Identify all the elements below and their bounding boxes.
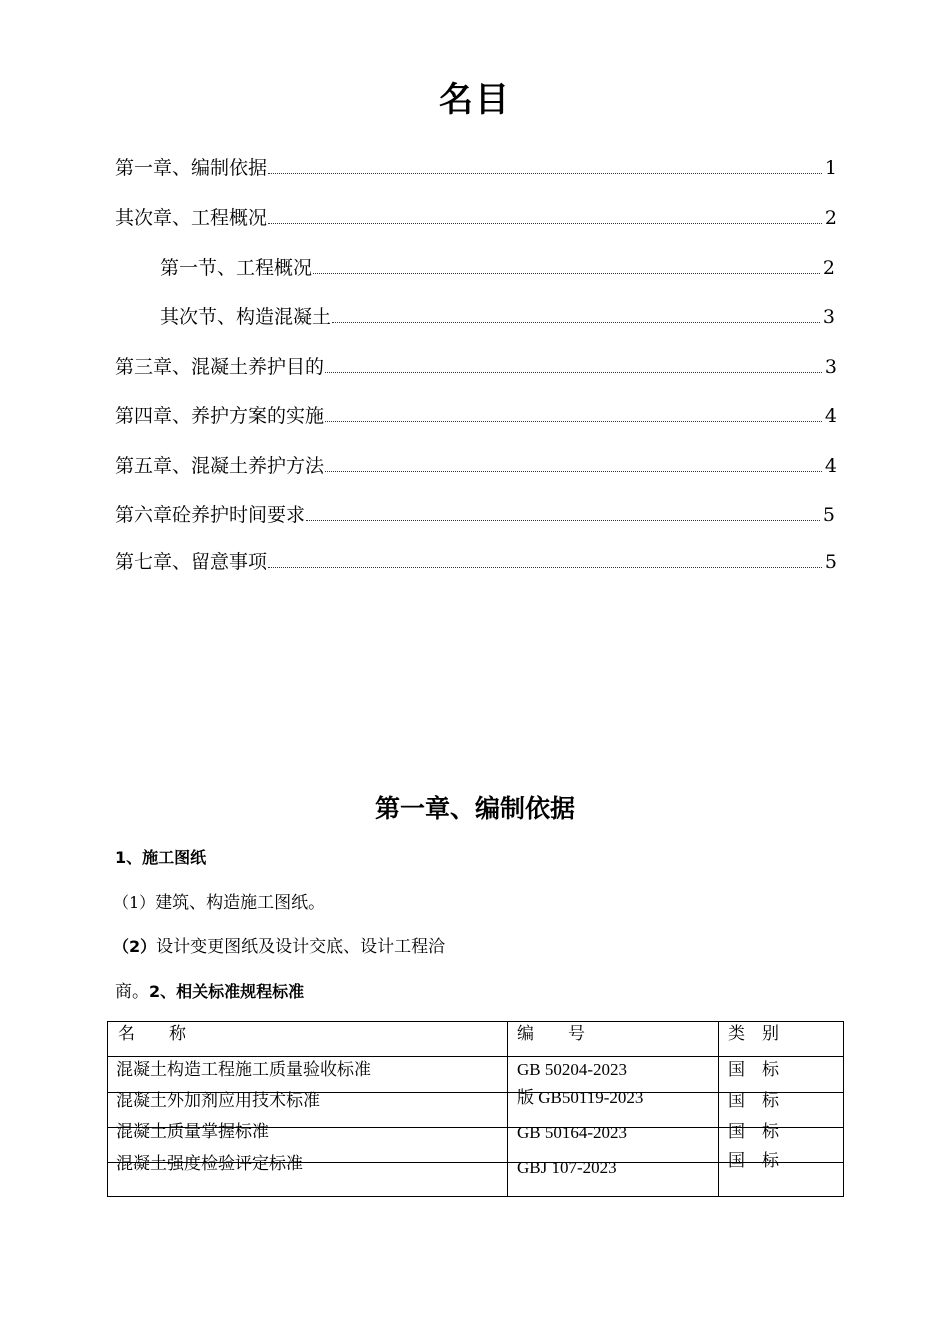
- toc-entry-label: 第七章、留意事项: [115, 551, 268, 573]
- toc-entry-page: 4: [824, 455, 837, 477]
- toc-title: 名目: [439, 80, 511, 120]
- section-heading: 1、施工图纸: [115, 848, 207, 867]
- toc-leader: [325, 471, 822, 472]
- item-text-cont: 商。: [115, 982, 149, 1002]
- table-cell-category: 国 标: [728, 1091, 779, 1111]
- toc-entry[interactable]: [115, 156, 837, 180]
- toc-entry[interactable]: [115, 404, 837, 428]
- table-cell-code: GBJ 107-2023: [517, 1158, 617, 1177]
- item-text: 建筑、构造施工图纸。: [155, 893, 326, 913]
- toc-entry-label: 第六章砼养护时间要求: [115, 504, 306, 526]
- toc-leader: [325, 421, 822, 422]
- table-header-category: 类 别: [728, 1024, 779, 1044]
- item-number: （2）: [113, 937, 157, 956]
- toc-leader: [268, 173, 822, 174]
- toc-entry[interactable]: [160, 256, 835, 280]
- toc-entry-page: 5: [822, 504, 835, 526]
- toc-entry-label: 其次节、构造混凝土: [160, 306, 332, 328]
- item-number: （1）: [113, 893, 156, 912]
- table-divider: [718, 1021, 719, 1197]
- table-header-name: 名 称: [118, 1024, 186, 1044]
- list-item-continuation: [115, 981, 304, 1003]
- toc-entry-page: 5: [824, 551, 837, 573]
- toc-entry-page: 2: [822, 257, 835, 279]
- toc-entry-label: 第五章、混凝土养护方法: [115, 455, 325, 477]
- table-cell-name: 混凝土质量掌握标准: [116, 1122, 269, 1142]
- table-cell-code: 版 GB50119-2023: [517, 1088, 644, 1107]
- toc-entry[interactable]: [115, 503, 835, 527]
- toc-leader: [325, 372, 822, 373]
- toc-entry-page: 3: [822, 306, 835, 328]
- toc-leader: [268, 567, 822, 568]
- table-divider: [107, 1056, 844, 1057]
- toc-entry[interactable]: [115, 454, 837, 478]
- chapter-title: 第一章、编制依据: [374, 794, 575, 823]
- section-heading: 2、相关标准规程标准: [149, 982, 305, 1001]
- toc-entry-label: 第三章、混凝土养护目的: [115, 356, 325, 378]
- table-cell-category: 国 标: [728, 1122, 779, 1142]
- table-cell-category: 国 标: [728, 1151, 779, 1171]
- toc-entry[interactable]: [115, 550, 837, 574]
- toc-entry[interactable]: [115, 206, 837, 230]
- list-item: [113, 892, 325, 914]
- toc-entry-label: 第四章、养护方案的实施: [115, 405, 325, 427]
- table-cell-name: 混凝土强度检验评定标准: [116, 1154, 303, 1174]
- table-cell-category: 国 标: [728, 1060, 779, 1080]
- toc-entry-page: 1: [824, 157, 837, 179]
- table-header-code: 编 号: [517, 1024, 585, 1044]
- table-cell-name: 混凝土外加剂应用技术标准: [116, 1091, 320, 1111]
- toc-entry[interactable]: [160, 305, 835, 329]
- toc-entry-page: 3: [824, 356, 837, 378]
- toc-entry-page: 2: [824, 207, 837, 229]
- toc-entry-label: 其次章、工程概况: [115, 207, 268, 229]
- toc-entry-label: 第一节、工程概况: [160, 257, 313, 279]
- table-cell-name: 混凝土构造工程施工质量验收标准: [116, 1060, 371, 1080]
- list-item: [113, 936, 445, 958]
- toc-leader: [268, 223, 822, 224]
- toc-leader: [313, 273, 820, 274]
- toc-entry[interactable]: [115, 355, 837, 379]
- toc-entry-page: 4: [824, 405, 837, 427]
- table-cell-code: GB 50204-2023: [517, 1060, 628, 1079]
- table-divider: [507, 1021, 508, 1197]
- table-cell-code: GB 50164-2023: [517, 1123, 628, 1142]
- toc-entry-label: 第一章、编制依据: [115, 157, 268, 179]
- toc-leader: [332, 322, 820, 323]
- toc-leader: [306, 520, 820, 521]
- item-text: 设计变更图纸及设计交底、设计工程洽: [156, 937, 446, 957]
